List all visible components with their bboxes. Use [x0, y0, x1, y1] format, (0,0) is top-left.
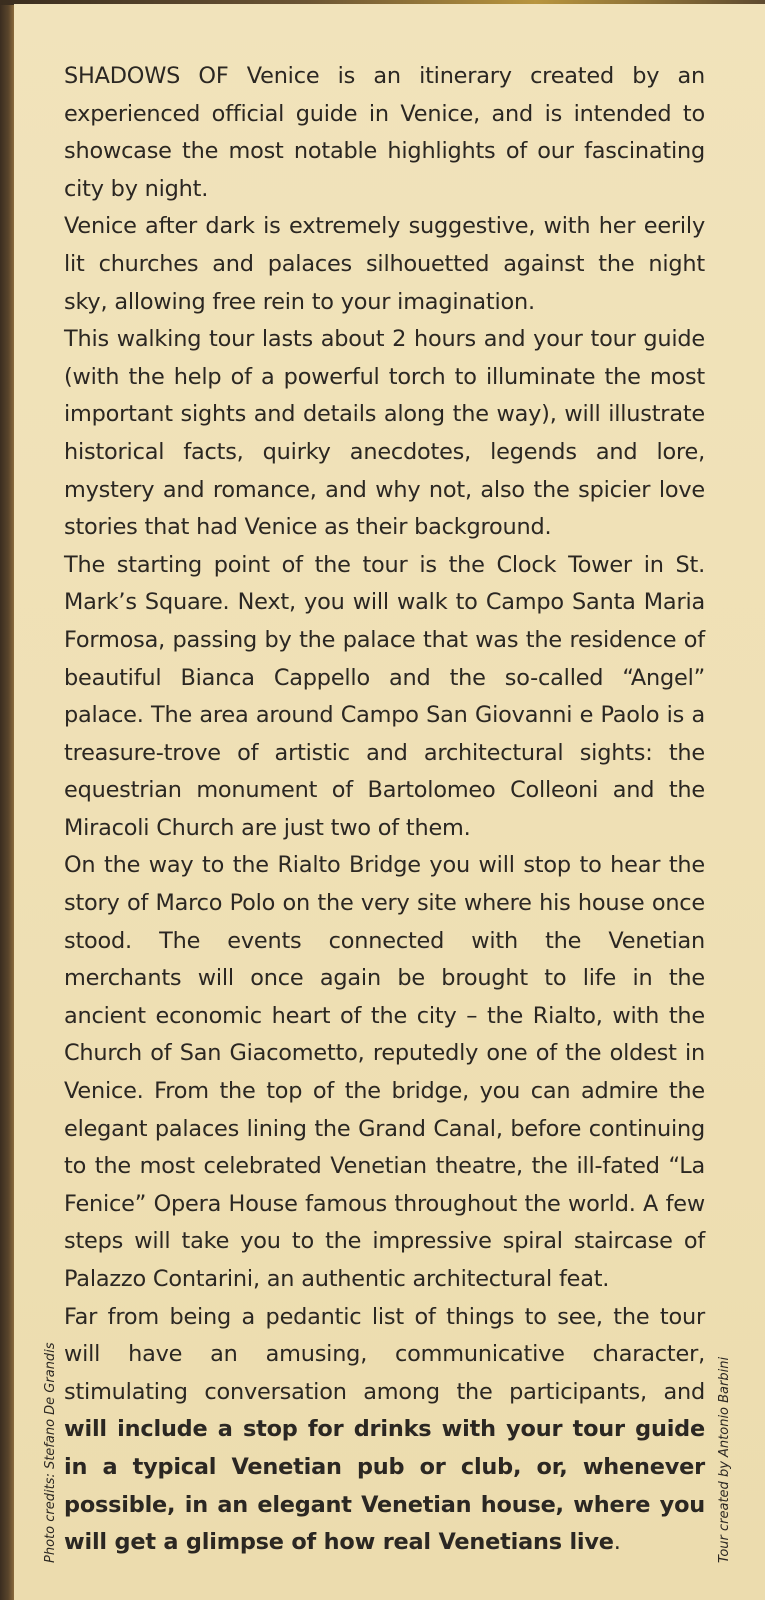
paragraph-rialto: On the way to the Rialto Bridge you will stop to hear the story of Marco Polo on the very site where his house once stood. The events connected with the Venetian merchants will once again be brought to life in the ancient economic heart of the city – the Rialto, with the Church of San Giacometto, reputedly one of the oldest in Venice. From the top of the bridge, you can admire the elegant palaces lining the Grand Canal, before continuing to the most celebrated Venetian theatre, the ill-fated “La Fenice” Opera House famous throughout the world. A few steps will take you to the impressive spiral staircase of Palazzo Contarini, an authentic architectural feat.	[64, 852, 705, 1292]
paragraph-intro: SHADOWS OF Venice is an itinerary created by an experienced official guide in Venice, and is intended to showcase the most notable highlights of our fascinating city by night.	[64, 63, 705, 202]
closing-end-text: .	[613, 1529, 621, 1556]
paragraph-starting-point: The starting point of the tour is the Clock Tower in St. Mark’s Square. Next, you will walk to Campo Santa Maria Formosa, passing by the palace that was the residence of beautiful Bianca Cappello and the so-called “Angel” palace. The area around Campo San Giovanni e Paolo is a treasure-trove of artistic and architectural sights: the equestrian monument of Bartolomeo Colleoni and the Miracoli Church are just two of them.	[64, 551, 705, 841]
page-left-edge	[0, 0, 14, 1600]
tour-credit: Tour created by Antonio Barbini	[717, 1356, 732, 1563]
paragraph-walking-tour: This walking tour lasts about 2 hours and your tour guide (with the help of a powerful torch to illuminate the most important sights and details along the way), will illustrate historical facts, quirky anecdotes, legends and lore, mystery and romance, and why not, also the spicier love stories that had Venice as their background.	[64, 326, 705, 541]
closing-bold-text: will include a stop for drinks with your tour guide in a typical Venetian pub or club, or, whenever possible, in an elegant Venetian house, where you will get a glimpse of how real Venetians live	[64, 1416, 705, 1556]
body-text	[64, 58, 705, 1562]
paragraph-venice-after-dark: Venice after dark is extremely suggestive, with her eerily lit churches and palaces silhouetted against the night sky, allowing free rein to your imagination.	[64, 213, 705, 315]
paragraph-closing	[64, 1299, 705, 1562]
closing-regular-text: Far from being a pedantic list of things to see, the tour will have an amusing, communicative character, stimulating conversation among the participants, and	[64, 1303, 705, 1405]
photo-credit: Photo credits: Stefano De Grandis	[43, 1342, 58, 1563]
